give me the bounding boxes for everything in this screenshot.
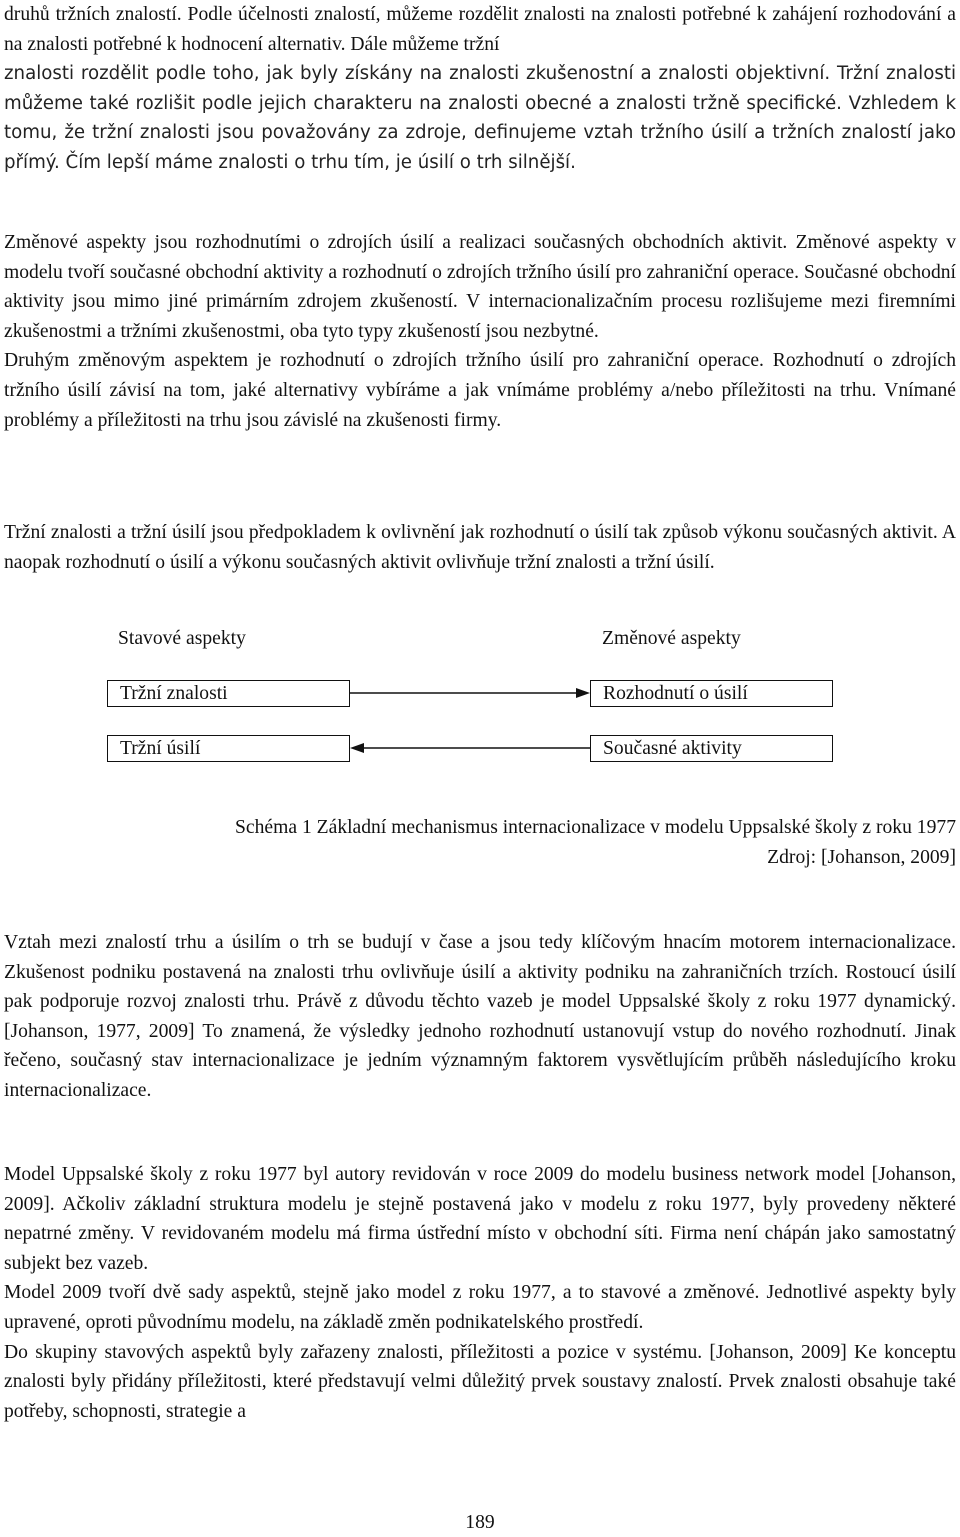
- page-number: 189: [465, 1512, 495, 1533]
- figure-source: Zdroj: [Johanson, 2009]: [767, 847, 956, 868]
- diagram-header-change: Změnové aspekty: [602, 628, 741, 649]
- section-revision: [4, 1160, 956, 1426]
- paragraph-model-revised: Model Uppsalské školy z roku 1977 byl autory revidován v roce 2009 do modelu business network model [Johanson, 2009]. Ačkoliv základní struktura modelu je stejně postavená jako v modelu z roku 1977, byly provedeny některé nepatrné změny. V revidovaném modelu má firma ústřední místo v obchodní síti. Firma není chápán jako samostatný subjekt bez vazeb.: [4, 1164, 956, 1274]
- box-market-knowledge: Tržní znalosti: [107, 680, 350, 707]
- paragraph-state-group: Do skupiny stavových aspektů byly zařazeny znalosti, příležitosti a pozice v systému. [Johanson, 2009] Ke konceptu znalosti byly přidány příležitosti, které představují velmi důležitý prvek soustavy znalostí. Prvek znalosti obsahuje také potřeby, schopnosti, strategie a: [4, 1341, 956, 1422]
- figure-caption-block: [16, 813, 956, 873]
- paragraph-market-knowledge: Tržní znalosti a tržní úsilí jsou předpokladem k ovlivnění jak rozhodnutí o úsilí tak způsob výkonu současných aktivit. A naopak rozhodnutí o úsilí a výkonu současných aktivit ovlivňuje tržní znalosti a tržní úsilí.: [4, 522, 956, 573]
- figure-caption: Schéma 1 Základní mechanismus internacionalizace v modelu Uppsalské školy z roku 1977: [235, 817, 956, 838]
- paragraph-change-aspects: Změnové aspekty jsou rozhodnutími o zdrojích úsilí a realizaci současných obchodních aktivit. Změnové aspekty v modelu tvoří současné obchodní aktivity a rozhodnutí o zdrojích tržního úsilí pro zahraniční operace. Současné obchodní aktivity jsou mimo jiné primárním zdrojem zkušeností. V internacionalizačním procesu rozlišujeme mezi firemními zkušenostmi a tržními zkušenostmi, oba tyto typy zkušeností jsou nezbytné.: [4, 232, 956, 342]
- paragraph-intro-serif: druhů tržních znalostí. Podle účelnosti znalostí, můžeme rozdělit znalosti na znalosti potřebné k zahájení rozhodování a na znalosti potřebné k hodnocení alternativ. Dále můžeme tržní: [4, 4, 956, 55]
- paragraph-model-2009: Model 2009 tvoří dvě sady aspektů, stejně jako model z roku 1977, a to stavové a změnové. Jednotlivé aspekty byly upravené, oproti původnímu modelu, na základě změn podnikatelského prostředí.: [4, 1282, 956, 1333]
- arrow-activities-to-effort: [350, 743, 590, 753]
- section-market: [4, 518, 956, 577]
- box-current-activities: Současné aktivity: [590, 735, 833, 762]
- box-market-effort: Tržní úsilí: [107, 735, 350, 762]
- diagram-arrows: [0, 620, 960, 770]
- top-section: [4, 0, 956, 178]
- section-relation: [4, 928, 956, 1106]
- arrow-knowledge-to-decision: [350, 688, 590, 698]
- diagram-header-state: Stavové aspekty: [118, 628, 246, 649]
- box-commitment-decisions: Rozhodnutí o úsilí: [590, 680, 833, 707]
- paragraph-relation: Vztah mezi znalostí trhu a úsilím o trh se budují v čase a jsou tedy klíčovým hnacím motorem internacionalizace. Zkušenost podniku postavená na znalosti trhu ovlivňuje úsilí a aktivity podniku na zahraničních trzích. Rostoucí úsilí pak podporuje rozvoj znalosti trhu. Právě z důvodu těchto vazeb je model Uppsalské školy z roku 1977 dynamický. [Johanson, 1977, 2009] To znamená, že výsledky jednoho rozhodnutí ustanovují vstup do nového rozhodnutí. Jinak řečeno, současný stav internacionalizace je jedním významným faktorem vysvětlujícím průběh následujícího kroku internacionalizace.: [4, 932, 956, 1101]
- middle-section: [4, 228, 956, 435]
- paragraph-second-aspect: Druhým změnovým aspektem je rozhodnutí o zdrojích tržního úsilí pro zahraniční operace. Rozhodnutí o zdrojích tržního úsilí závisí na tom, jaké alternativy vybíráme a jak vnímáme problémy a/nebo příležitosti na trhu. Vnímané problémy a příležitosti na trhu jsou závislé na zkušenosti firmy.: [4, 350, 956, 431]
- paragraph-intro-sans: znalosti rozdělit podle toho, jak byly získány na znalosti zkušenostní a znalosti objektivní. Tržní znalosti můžeme také rozlišit podle jejich charakteru na znalosti obecné a znalosti tržně specifické. Vzhledem k tomu, že tržní znalosti jsou považovány za zdroje, definujeme vztah tržního úsilí a tržních znalostí jako přímý. Čím lepší máme znalosti o trhu tím, je úsilí o trh silnější.: [4, 63, 956, 173]
- mechanism-diagram: [0, 620, 960, 770]
